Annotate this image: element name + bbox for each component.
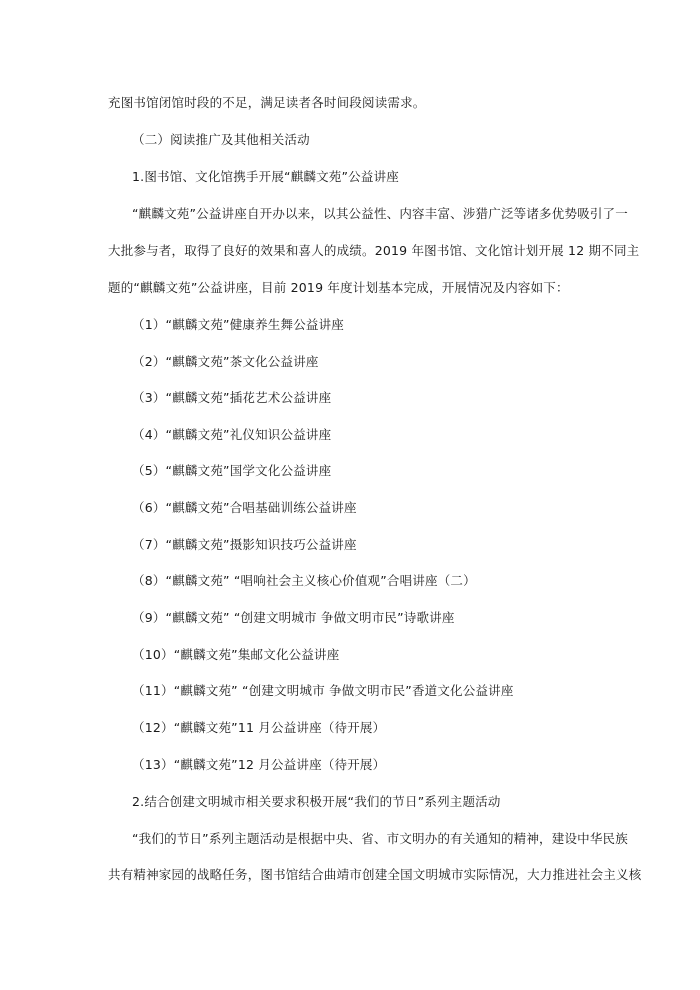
list-item: （8）“麒麟文苑” “唱响社会主义核心价值观”合唱讲座（二） <box>132 573 476 588</box>
continuation-text: 充图书馆闭馆时段的不足，满足读者各时间段阅读需求。 <box>108 95 426 110</box>
list-item: （2）“麒麟文苑”茶文化公益讲座 <box>132 354 319 369</box>
list-item: （12）“麒麟文苑”11 月公益讲座（待开展） <box>132 720 386 735</box>
paragraph-line: 共有精神家园的战略任务，图书馆结合曲靖市创建全国文明城市实际情况，大力推进社会主义核 <box>108 867 642 882</box>
list-item: （7）“麒麟文苑”摄影知识技巧公益讲座 <box>132 537 357 552</box>
list-item: （1）“麒麟文苑”健康养生舞公益讲座 <box>132 317 345 332</box>
subsection-heading-1: 1.图书馆、文化馆携手开展“麒麟文苑”公益讲座 <box>132 169 399 184</box>
list-item: （3）“麒麟文苑”插花艺术公益讲座 <box>132 390 332 405</box>
list-item: （11）“麒麟文苑” “创建文明城市 争做文明市民”香道文化公益讲座 <box>132 683 514 698</box>
list-item: （5）“麒麟文苑”国学文化公益讲座 <box>132 463 332 478</box>
list-item: （9）“麒麟文苑” “创建文明城市 争做文明市民”诗歌讲座 <box>132 610 455 625</box>
section-heading: （二）阅读推广及其他相关活动 <box>132 132 310 147</box>
list-item: （6）“麒麟文苑”合唱基础训练公益讲座 <box>132 500 357 515</box>
paragraph-line: “麒麟文苑”公益讲座自开办以来，以其公益性、内容丰富、涉猎广泛等诸多优势吸引了一 <box>132 206 628 221</box>
list-item: （13）“麒麟文苑”12 月公益讲座（待开展） <box>132 757 386 772</box>
subsection-heading-2: 2.结合创建文明城市相关要求积极开展“我们的节日”系列主题活动 <box>132 794 501 809</box>
paragraph-line: 大批参与者，取得了良好的效果和喜人的成绩。2019 年图书馆、文化馆计划开展 12 期不同主 <box>108 243 640 258</box>
paragraph-line: “我们的节日”系列主题活动是根据中央、省、市文明办的有关通知的精神，建设中华民族 <box>132 831 628 846</box>
list-item: （4）“麒麟文苑”礼仪知识公益讲座 <box>132 427 332 442</box>
list-item: （10）“麒麟文苑”集邮文化公益讲座 <box>132 647 340 662</box>
paragraph-line: 题的“麒麟文苑”公益讲座，目前 2019 年度计划基本完成，开展情况及内容如下： <box>108 280 569 295</box>
